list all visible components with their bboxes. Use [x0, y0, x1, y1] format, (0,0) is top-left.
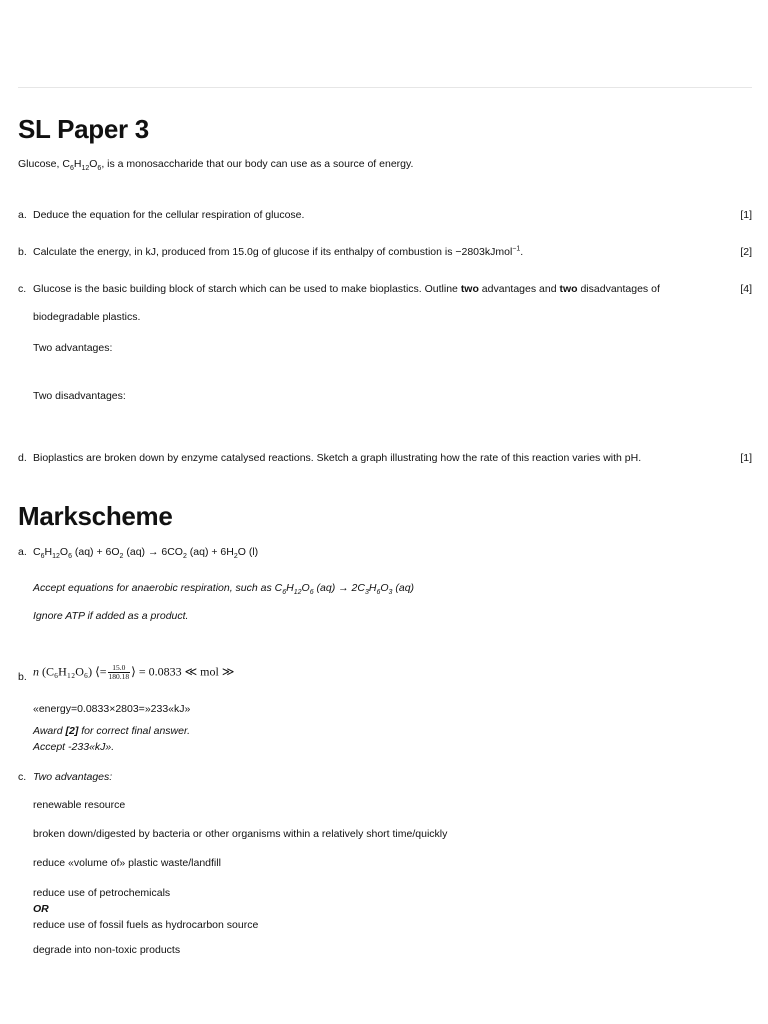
ms-b-moles-formula: n (C₆H₁₂O₆) ⟨= $\frac{15.0}{180.18}$ ⟩ = 0.0833 ≪ mol ≫ — [33, 663, 235, 681]
question-c-marks: [4] — [740, 283, 752, 295]
ms-b-fraction: $\frac{15.0}{180.18}$ — [108, 663, 130, 681]
ms-c-item: renewable resource — [33, 799, 126, 811]
ms-a-equation: $C_6H_{12}O_6$ $(aq) + 6O_2$ $(aq) \to 6CO_2$ $(aq) + 6H_2O$ (l) — [33, 546, 259, 561]
ms-c-item: degrade into non-toxic products — [33, 944, 181, 956]
question-c-advantages-prompt: Two advantages: — [33, 342, 113, 354]
page-title: SL Paper 3 — [18, 114, 149, 144]
ms-c-item: reduce «volume of» plastic waste/landfill — [33, 857, 221, 869]
ms-b-award: Award [2] for correct final answer. — [33, 725, 190, 737]
question-a-text: Deduce the equation for the cellular respiration of glucose. — [33, 209, 305, 221]
ms-c-or: OR — [33, 903, 49, 915]
question-c-text: Glucose is the basic building block of starch which can be used to make bioplastics. Outline two advantages and two disadvantages of — [33, 283, 660, 295]
ms-a-note-atp: Ignore ATP if added as a product. — [33, 610, 189, 622]
markscheme-title: Markscheme — [18, 501, 173, 531]
question-b-marks: [2] — [740, 246, 752, 258]
ms-b-accept: Accept -233«kJ». — [33, 741, 115, 753]
ms-b-label: b. — [18, 671, 27, 683]
question-c-text-line2: biodegradable plastics. — [33, 311, 141, 323]
top-divider — [18, 87, 752, 88]
question-b-text: Calculate the energy, in kJ, produced from 15.0g of glucose if its enthalpy of combustion is −2803kJmol$^{-1}$. — [33, 245, 524, 258]
ms-c-heading: Two advantages: — [33, 771, 113, 783]
question-c-label: c. — [18, 283, 27, 295]
question-a-label: a. — [18, 209, 27, 221]
ms-c-item: reduce use of fossil fuels as hydrocarbon source — [33, 919, 259, 931]
question-d-marks: [1] — [740, 452, 752, 464]
ms-b-energy: «energy=0.0833×2803=»233«kJ» — [33, 703, 191, 715]
question-d-text: Bioplastics are broken down by enzyme catalysed reactions. Sketch a graph illustrating how the rate of this reaction varies with pH. — [33, 452, 642, 464]
ms-a-note-anaerobic: Accept equations for anaerobic respiration, such as $C_6H_{12}O_6$ $(aq) \to 2C_3H_6O_3$ (aq) — [33, 582, 415, 597]
question-b-label: b. — [18, 246, 27, 258]
question-c-disadvantages-prompt: Two disadvantages: — [33, 390, 126, 402]
intro-text: Glucose, $C_6H_{12}O_6$, is a monosaccharide that our body can use as a source of energy. — [18, 158, 414, 173]
ms-a-label: a. — [18, 546, 27, 558]
ms-c-item: reduce use of petrochemicals — [33, 887, 171, 899]
question-a-marks: [1] — [740, 209, 752, 221]
ms-c-item: broken down/digested by bacteria or other organisms within a relatively short time/quickly — [33, 828, 448, 840]
question-d-label: d. — [18, 452, 27, 464]
ms-c-label: c. — [18, 771, 27, 783]
